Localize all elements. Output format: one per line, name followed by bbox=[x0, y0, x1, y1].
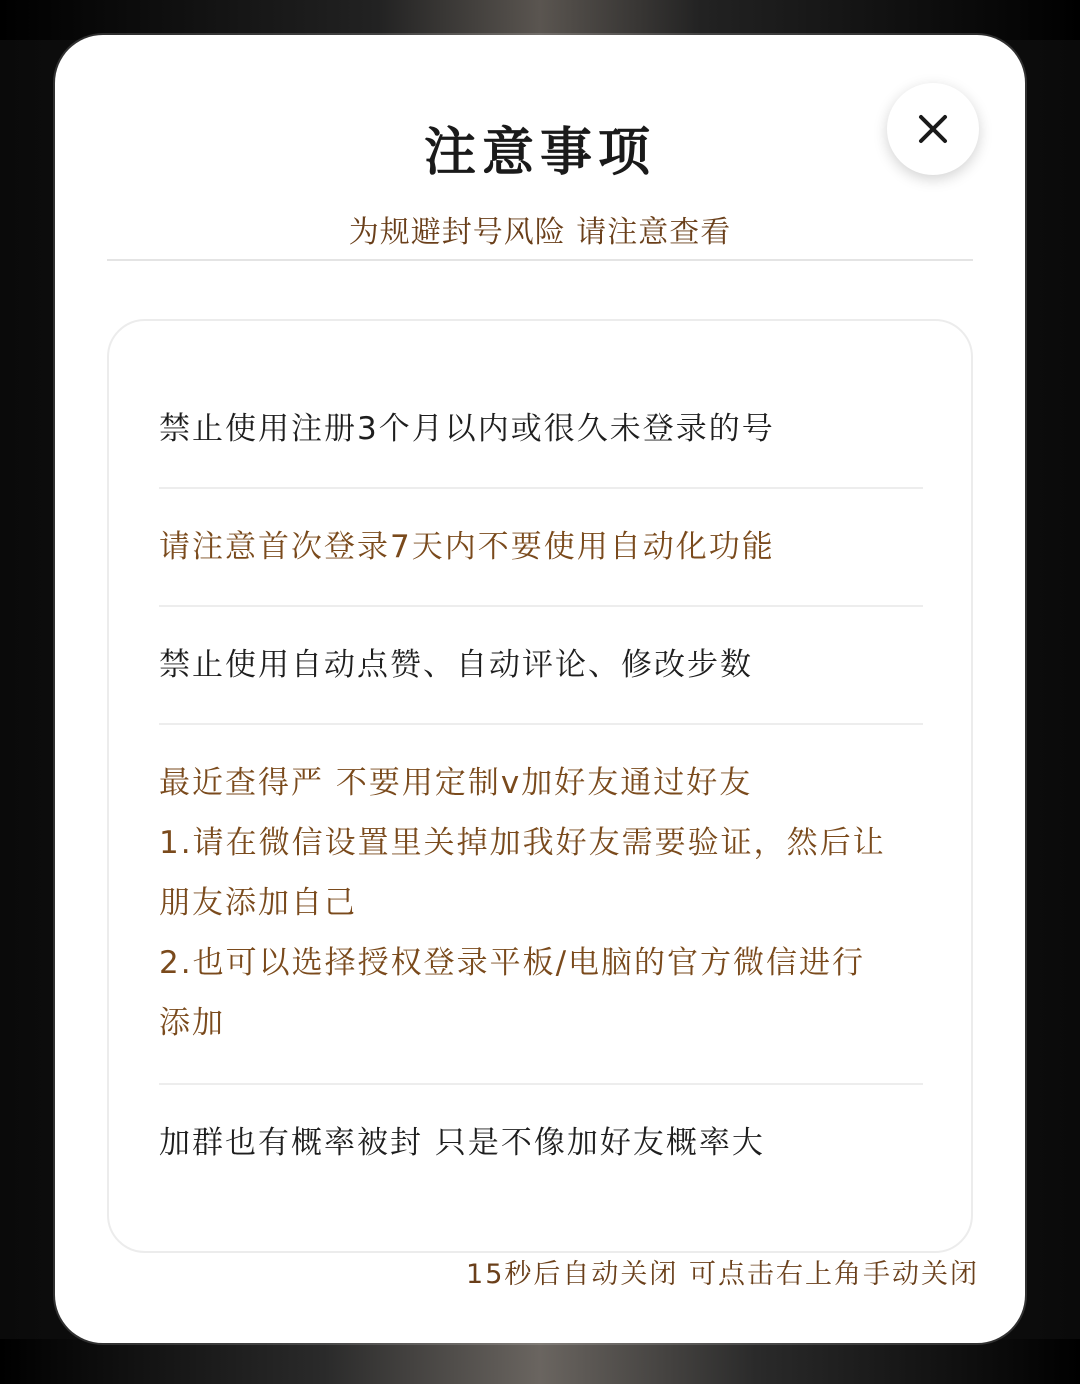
notice-list bbox=[107, 319, 973, 1253]
notice-item-4-line-2: 1.请在微信设置里关掉加我好友需要验证，然后让 bbox=[159, 825, 886, 861]
notice-item-5 bbox=[159, 1113, 929, 1173]
backdrop-top bbox=[0, 0, 1080, 40]
notice-divider bbox=[159, 723, 923, 725]
notice-item-4-line-4: 2.也可以选择授权登录平板/电脑的官方微信进行 bbox=[159, 945, 866, 981]
notice-item-2-line-1: 请注意首次登录7天内不要使用自动化功能 bbox=[159, 529, 775, 565]
notice-divider bbox=[159, 1083, 923, 1085]
notice-item-3-line-1: 禁止使用自动点赞、自动评论、修改步数 bbox=[159, 647, 753, 683]
notice-item-4-line-3: 朋友添加自己 bbox=[159, 885, 357, 921]
header-divider bbox=[107, 259, 973, 261]
notice-dialog bbox=[55, 35, 1025, 1343]
notice-item-4-line-5: 添加 bbox=[159, 1005, 225, 1041]
notice-item-3 bbox=[159, 635, 929, 695]
backdrop-bottom bbox=[0, 1339, 1080, 1384]
notice-item-1-line-1: 禁止使用注册3个月以内或很久未登录的号 bbox=[159, 411, 775, 447]
notice-item-2 bbox=[159, 517, 929, 577]
notice-divider bbox=[159, 487, 923, 489]
dialog-title: 注意事项 bbox=[423, 123, 656, 183]
notice-item-4 bbox=[159, 753, 929, 1053]
dialog-subtitle: 为规避封号风险 请注意查看 bbox=[348, 215, 732, 250]
close-button[interactable] bbox=[887, 83, 979, 175]
close-icon bbox=[917, 113, 949, 145]
notice-divider bbox=[159, 605, 923, 607]
auto-close-hint: 15秒后自动关闭 可点击右上角手动关闭 bbox=[466, 1259, 979, 1290]
notice-item-1 bbox=[159, 399, 929, 459]
notice-item-4-line-1: 最近查得严 不要用定制v加好友通过好友 bbox=[159, 765, 753, 801]
notice-item-5-line-1: 加群也有概率被封 只是不像加好友概率大 bbox=[159, 1125, 765, 1161]
